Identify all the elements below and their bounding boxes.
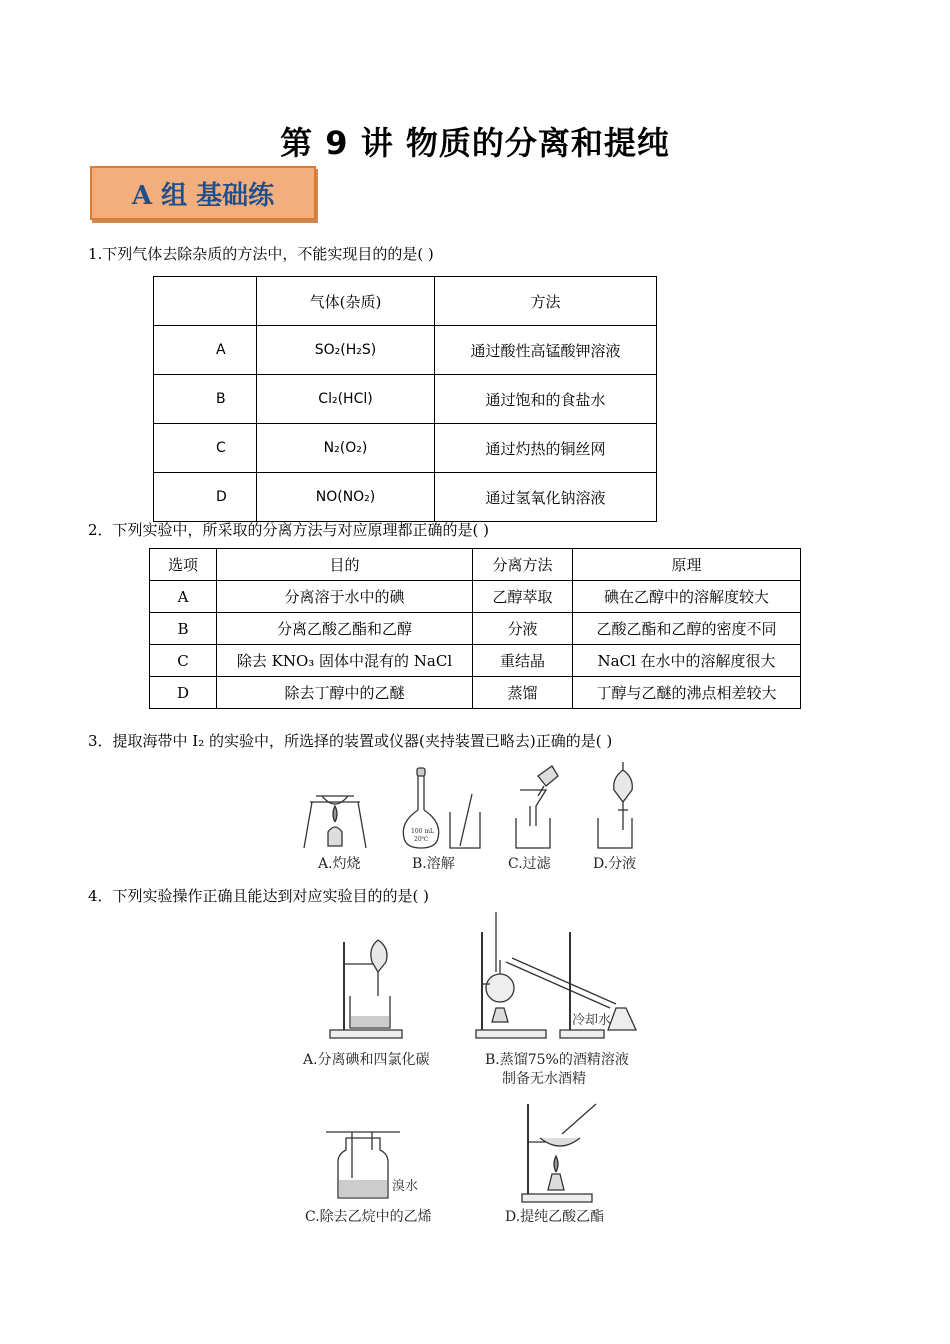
- section-banner: A 组 基础练: [90, 166, 316, 220]
- table-cell: 碘在乙醇中的溶解度较大: [573, 581, 801, 613]
- question-4-apparatus-bottom: [300, 1098, 660, 1206]
- page-title: 第 9 讲 物质的分离和提纯: [280, 124, 670, 162]
- table-row: [150, 677, 801, 709]
- crucible-burner-icon: [304, 796, 366, 848]
- beaker-rod-icon: [450, 794, 480, 848]
- table-row: [154, 473, 657, 522]
- question-2-table: [149, 548, 801, 709]
- table-header-row: [150, 549, 801, 581]
- table-cell: C: [150, 645, 217, 677]
- table-cell: NaCl 在水中的溶解度很大: [573, 645, 801, 677]
- table-cell: 重结晶: [473, 645, 573, 677]
- table-cell: 丁醇与乙醚的沸点相差较大: [573, 677, 801, 709]
- table-row: [150, 645, 801, 677]
- volumetric-flask-icon: [403, 768, 438, 848]
- table-cell: 通过酸性高锰酸钾溶液: [435, 326, 657, 375]
- question-1-stem: 1.下列气体去除杂质的方法中，不能实现目的的是( ): [88, 245, 434, 263]
- table-row: [154, 424, 657, 473]
- table-cell: [154, 277, 257, 326]
- table-cell: 乙醇萃取: [473, 581, 573, 613]
- table-cell: 分离方法: [473, 549, 573, 581]
- table-cell: B: [154, 375, 257, 424]
- apparatus-caption: B.溶解: [412, 856, 455, 872]
- table-cell: 蒸馏: [473, 677, 573, 709]
- table-cell: 分离乙酸乙酯和乙醇: [217, 613, 473, 645]
- question-4-stem: 4．下列实验操作正确且能达到对应实验目的的是( ): [88, 887, 430, 905]
- apparatus-caption: A.灼烧: [318, 856, 361, 872]
- flask-label: 100 mL: [411, 828, 435, 835]
- separatory-funnel-icon: [598, 762, 632, 848]
- apparatus-caption: A.分离碘和四氯化碳: [303, 1052, 430, 1068]
- flask-label: 20℃: [414, 836, 429, 843]
- table-cell: 目的: [217, 549, 473, 581]
- table-cell: 气体(杂质): [257, 277, 435, 326]
- apparatus-caption: C.除去乙烷中的乙烯: [305, 1209, 432, 1225]
- distillation-setup-icon: [476, 912, 636, 1038]
- table-cell: SO₂(H₂S): [257, 326, 435, 375]
- apparatus-caption: 制备无水酒精: [502, 1071, 586, 1087]
- table-cell: 除去 KNO₃ 固体中混有的 NaCl: [217, 645, 473, 677]
- apparatus-caption: D.分液: [593, 856, 637, 872]
- question-2-stem: 2．下列实验中，所采取的分离方法与对应原理都正确的是( ): [88, 521, 490, 539]
- table-cell: B: [150, 613, 217, 645]
- table-cell: 原理: [573, 549, 801, 581]
- table-cell: C: [154, 424, 257, 473]
- table-cell: 通过灼热的铜丝网: [435, 424, 657, 473]
- evaporation-setup-icon: [522, 1104, 596, 1202]
- table-cell: D: [154, 473, 257, 522]
- table-row: [150, 613, 801, 645]
- apparatus-caption: C.过滤: [508, 856, 551, 872]
- table-cell: 除去丁醇中的乙醚: [217, 677, 473, 709]
- table-row: [154, 375, 657, 424]
- table-cell: 方法: [435, 277, 657, 326]
- apparatus-caption: D.提纯乙酸乙酯: [505, 1209, 605, 1225]
- separatory-setup-icon: [330, 940, 402, 1038]
- question-3-apparatus-figure: [300, 760, 660, 855]
- table-cell: 选项: [150, 549, 217, 581]
- question-3-stem: 3．提取海带中 I₂ 的实验中，所选择的装置或仪器(夹持装置已略去)正确的是( ): [88, 732, 613, 750]
- table-cell: 分液: [473, 613, 573, 645]
- table-cell: NO(NO₂): [257, 473, 435, 522]
- table-cell: A: [154, 326, 257, 375]
- gas-washing-bottle-icon: [326, 1132, 418, 1198]
- table-row: [154, 326, 657, 375]
- table-cell: D: [150, 677, 217, 709]
- cooling-water-label: 冷却水: [572, 1013, 612, 1028]
- table-cell: A: [150, 581, 217, 613]
- filtration-funnel-icon: [516, 766, 558, 848]
- table-header-row: [154, 277, 657, 326]
- table-cell: Cl₂(HCl): [257, 375, 435, 424]
- table-cell: 乙酸乙酯和乙醇的密度不同: [573, 613, 801, 645]
- table-cell: 通过饱和的食盐水: [435, 375, 657, 424]
- table-cell: 通过氢氧化钠溶液: [435, 473, 657, 522]
- question-1-table: [153, 276, 657, 522]
- question-4-apparatus-top: [300, 912, 660, 1047]
- bromine-water-label: 溴水: [392, 1179, 419, 1194]
- table-cell: N₂(O₂): [257, 424, 435, 473]
- apparatus-caption: B.蒸馏75%的酒精溶液: [485, 1052, 629, 1068]
- table-row: [150, 581, 801, 613]
- table-cell: 分离溶于水中的碘: [217, 581, 473, 613]
